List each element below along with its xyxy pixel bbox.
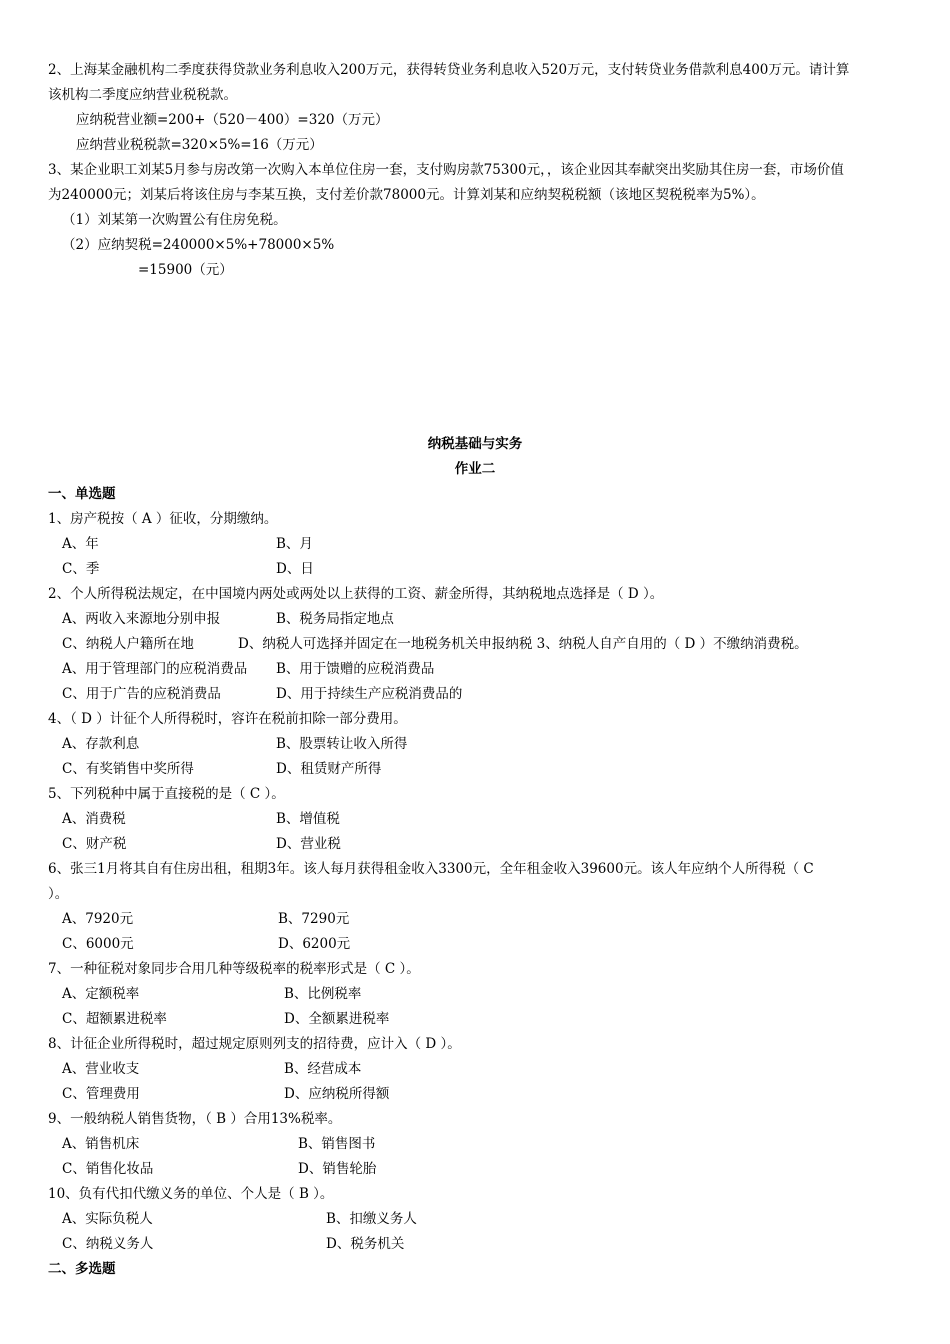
option-d: D、纳税人可选择并固定在一地税务机关申报纳税 3、纳税人自产自用的（ D ）不缴纳消费税。	[238, 636, 808, 652]
doc-title: 纳税基础与实务	[427, 436, 523, 452]
option-c: C、季	[62, 561, 100, 577]
question-stem: 7、一种征税对象同步合用几种等级税率的税率形式是（ C ）。	[48, 961, 420, 977]
question-stem-cont: ）。	[48, 886, 69, 902]
doc-subtitle: 作业二	[454, 461, 496, 477]
q2-calc-answer2: 应纳营业税税款=320×5%=16（万元）	[76, 137, 323, 153]
option-a: A、两收入来源地分别申报	[62, 611, 221, 627]
option-d: D、日	[276, 561, 314, 577]
q2-calc-answer1: 应纳税营业额=200+（520－400）=320（万元）	[76, 112, 389, 128]
option-a: A、用于管理部门的应税消费品	[62, 661, 248, 677]
option-c: C、纳税义务人	[62, 1236, 154, 1252]
option-d: D、全额累进税率	[284, 1011, 390, 1027]
option-c: C、超额累进税率	[62, 1011, 167, 1027]
q3-calc-answer1: （1）刘某第一次购置公有住房免税。	[62, 212, 287, 228]
option-b: B、销售图书	[298, 1136, 376, 1152]
option-b: B、扣缴义务人	[326, 1211, 417, 1227]
question-stem: 1、房产税按（ A ）征收，分期缴纳。	[48, 511, 278, 527]
option-d: D、应纳税所得额	[284, 1086, 390, 1102]
option-c: C、6000元	[62, 936, 134, 952]
question-stem: 10、负有代扣代缴义务的单位、个人是（ B ）。	[48, 1186, 334, 1202]
option-d: D、6200元	[278, 936, 351, 952]
option-c: C、用于广告的应税消费品	[62, 686, 221, 702]
q3-calc-line2: 为240000元；刘某后将该住房与李某互换，支付差价款78000元。计算刘某和应纳契税税额（该地区契税税率为5%）。	[48, 187, 765, 203]
question-stem: 9、一般纳税人销售货物，（ B ）合用13%税率。	[48, 1111, 342, 1127]
option-b: B、经营成本	[284, 1061, 362, 1077]
option-b: B、比例税率	[284, 986, 362, 1002]
option-a: A、存款利息	[62, 736, 140, 752]
question-stem: 5、下列税种中属于直接税的是（ C ）。	[48, 786, 285, 802]
option-a: A、营业收支	[62, 1061, 140, 1077]
option-b: B、月	[276, 536, 313, 552]
option-d: D、税务机关	[326, 1236, 405, 1252]
option-a: A、消费税	[62, 811, 126, 827]
option-b: B、增值税	[276, 811, 340, 827]
q3-calc-answer3: =15900（元）	[138, 262, 233, 278]
option-b: B、税务局指定地点	[276, 611, 394, 627]
option-a: A、实际负税人	[62, 1211, 153, 1227]
question-stem: 2、个人所得税法规定，在中国境内两处或两处以上获得的工资、薪金所得，其纳税地点选择是（ D ）。	[48, 586, 664, 602]
option-d: D、营业税	[276, 836, 341, 852]
option-a: A、年	[62, 536, 99, 552]
section-single-choice: 一、单选题	[48, 486, 116, 502]
question-stem: 6、张三1月将其自有住房出租，租期3年。该人每月获得租金收入3300元，全年租金收入39600元。该人年应纳个人所得税（ C	[48, 861, 814, 877]
option-c: C、管理费用	[62, 1086, 140, 1102]
option-c: C、纳税人户籍所在地	[62, 636, 194, 652]
q2-calc-line2: 该机构二季度应纳营业税税款。	[48, 87, 237, 103]
q3-calc-line1: 3、某企业职工刘某5月参与房改第一次购入本单位住房一套，支付购房款75300元，，该企业因其奉献突出奖励其住房一套，市场价值	[48, 162, 844, 178]
option-c: C、销售化妆品	[62, 1161, 154, 1177]
option-d: D、用于持续生产应税消费品的	[276, 686, 463, 702]
option-a: A、销售机床	[62, 1136, 140, 1152]
option-c: C、财产税	[62, 836, 127, 852]
q2-calc-line1: 2、上海某金融机构二季度获得贷款业务利息收入200万元，获得转贷业务利息收入520万元，支付转贷业务借款利息400万元。请计算	[48, 62, 850, 78]
option-b: B、用于馈赠的应税消费品	[276, 661, 435, 677]
option-b: B、股票转让收入所得	[276, 736, 408, 752]
q3-calc-answer2: （2）应纳契税=240000×5%+78000×5%	[62, 237, 335, 253]
question-stem: 8、计征企业所得税时，超过规定原则列支的招待费，应计入（ D ）。	[48, 1036, 461, 1052]
option-d: D、租赁财产所得	[276, 761, 382, 777]
option-d: D、销售轮胎	[298, 1161, 377, 1177]
option-a: A、7920元	[62, 911, 134, 927]
question-stem: 4、（ D ）计征个人所得税时，容许在税前扣除一部分费用。	[48, 711, 407, 727]
option-a: A、定额税率	[62, 986, 140, 1002]
section-multi-choice: 二、多选题	[48, 1261, 116, 1277]
option-c: C、有奖销售中奖所得	[62, 761, 194, 777]
option-b: B、7290元	[278, 911, 350, 927]
